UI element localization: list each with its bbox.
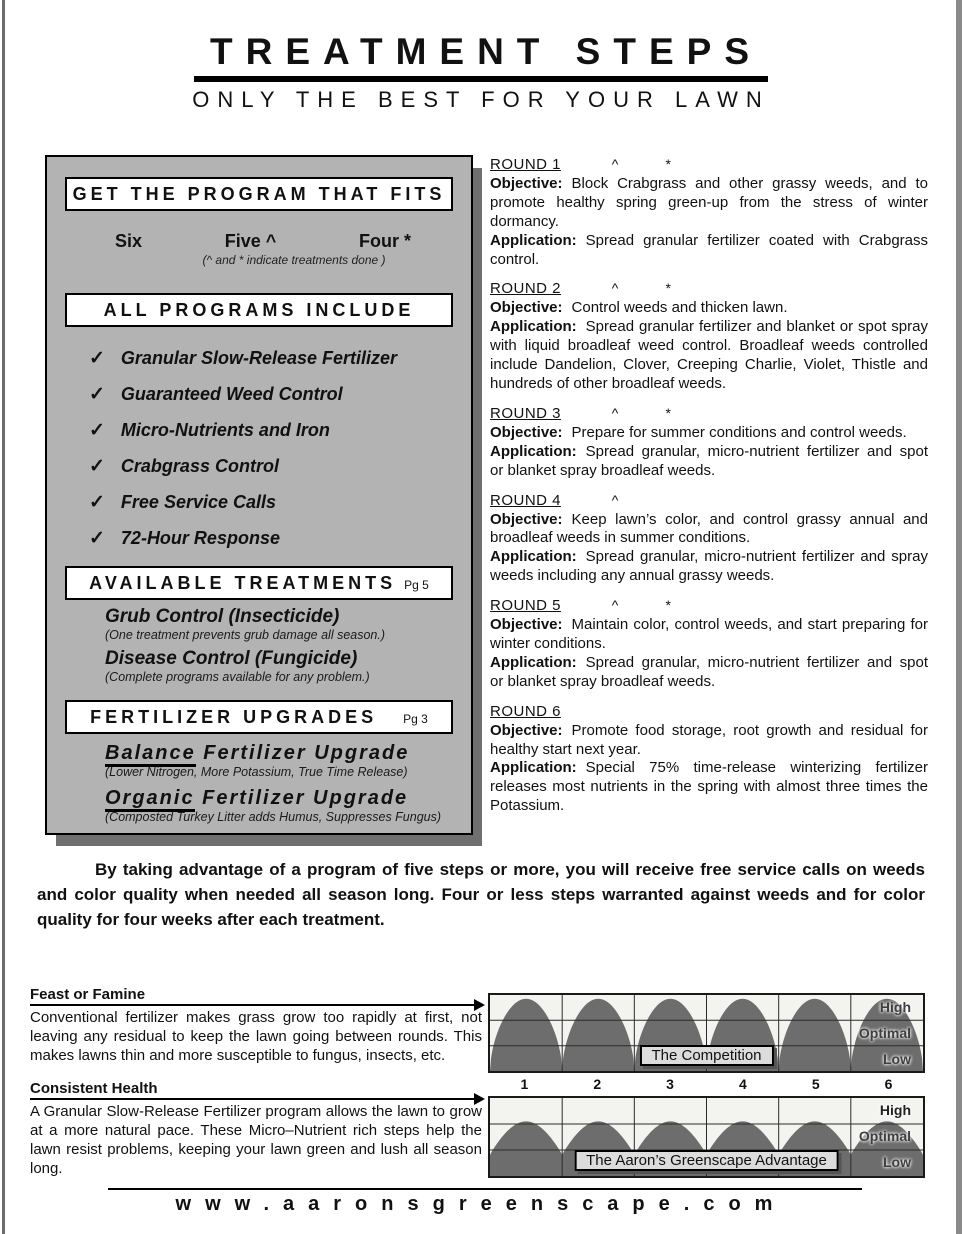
page-subtitle: ONLY THE BEST FOR YOUR LAWN (192, 86, 770, 112)
header-available-treatments (65, 566, 453, 600)
application-text: Spread granular fertilizer and blanket or spot spray with liquid broadleaf weed control. Broadleaf weeds controlled include Dandelion, Clover, Creeping Charlie, Violet, Thistle and hundreds of other broadleaf weeds. (490, 318, 928, 393)
round-2-marker-caret: ^ (611, 280, 619, 297)
round-3-heading (490, 405, 928, 422)
round-4-application (490, 548, 928, 586)
application-label: Application: (490, 759, 577, 777)
checkmark-icon: ✓ (89, 348, 105, 369)
application-label: Application: (490, 231, 577, 249)
page-scan-edge-right (956, 0, 962, 1234)
round-2-heading (490, 280, 928, 297)
x-tick: 3 (666, 1076, 674, 1092)
objective-text: Prepare for summer conditions and control weeds. (571, 423, 907, 441)
page-title: TREATMENT STEPS (194, 32, 768, 82)
application-text: Spread granular, micro-nutrient fertilizer and spot or blanket spray broadleaf weeds. (490, 653, 928, 690)
list-item (89, 347, 471, 370)
feast-or-famine-body: Conventional fertilizer makes grass grow too rapidly at first, not leaving any residual to keep the lawn going between rounds. This makes lawns thin and more susceptible to fungus, insects, etc. (30, 1009, 482, 1065)
checkmark-icon: ✓ (89, 528, 105, 549)
round-1-title: ROUND 1 (490, 156, 562, 173)
list-item (89, 419, 471, 442)
list-item (89, 491, 471, 514)
upgrade-balance-emphasis: Balance (105, 742, 196, 767)
round-4-heading (490, 492, 928, 509)
include-label: 72-Hour Response (120, 528, 280, 548)
consistent-health-heading (30, 1080, 482, 1100)
treatment-grub-name: Grub Control (Insecticide) (105, 606, 340, 627)
list-item (89, 455, 471, 478)
round-2-marker-star: * (665, 280, 672, 297)
round-1-application (490, 232, 928, 270)
consistent-health-label: Consistent Health (30, 1080, 158, 1098)
guarantee-paragraph: By taking advantage of a program of five steps or more, you will receive free service calls on weeds and color quality when needed all season long. Four or less steps warranted against weeds and for color quality for four weeks after each treatment. (37, 860, 925, 929)
round-3-marker-star: * (665, 404, 672, 421)
objective-text: Control weeds and thicken lawn. (571, 299, 788, 317)
page-scan-edge-left (2, 0, 5, 1234)
zone-label-optimal: Optimal (858, 1128, 911, 1144)
header-fertilizer-upgrades (65, 700, 453, 734)
zone-label-low: Low (883, 1051, 911, 1067)
upgrade-organic-note: (Composted Turkey Litter adds Humus, Suppresses Fungus) (105, 810, 442, 824)
treatment-grub-note: (One treatment prevents grub damage all season.) (105, 628, 386, 642)
header-all-programs-include: ALL PROGRAMS INCLUDE (65, 293, 453, 327)
checkmark-icon: ✓ (89, 420, 105, 441)
upgrade-organic-name (105, 787, 471, 810)
round-6-application (490, 759, 928, 816)
objective-label: Objective: (490, 510, 563, 528)
include-label: Micro-Nutrients and Iron (120, 420, 330, 440)
upgrade-organic-rest: Fertilizer Upgrade (194, 787, 409, 809)
plan-five: Five ^ (224, 231, 277, 251)
objective-text: Promote food storage, root growth and residual for healthy start next year. (490, 721, 928, 758)
round-5-heading (490, 597, 928, 614)
round-1-heading (490, 156, 928, 173)
advantage-chart-tag: The Aaron’s Greenscape Advantage (574, 1150, 839, 1171)
application-text: Spread granular, micro-nutrient fertilizer and spray weeds including any annual grassy weeds. (490, 548, 928, 585)
round-1 (490, 156, 928, 269)
upgrade-organic-emphasis: Organic (105, 787, 195, 812)
zone-label-high: High (879, 999, 911, 1015)
objective-label: Objective: (490, 423, 563, 441)
objective-text: Maintain color, control weeds, and start preparing for winter conditions. (490, 616, 928, 653)
x-tick: 2 (593, 1076, 602, 1092)
round-3-objective (490, 424, 928, 443)
checkmark-icon: ✓ (89, 384, 105, 405)
treatment-disease-name: Disease Control (Fungicide) (105, 648, 358, 669)
application-text: Special 75% time-release winterizing fertilizer releases most nutrients in the spring with almost three times the Potassium. (490, 759, 928, 815)
arrow-right-icon (474, 999, 485, 1011)
objective-label: Objective: (490, 616, 563, 634)
arrow-right-icon (474, 1093, 485, 1105)
includes-list (89, 347, 471, 550)
round-3-application (490, 443, 928, 481)
zone-label-low: Low (883, 1154, 911, 1170)
competition-chart (488, 993, 925, 1073)
rounds-column (490, 156, 928, 827)
website-url: www.aaronsgreenscape.com (175, 1193, 787, 1215)
plan-six: Six (115, 231, 143, 251)
application-label: Application: (490, 442, 577, 460)
feast-or-famine-heading (30, 986, 482, 1006)
round-5-objective (490, 616, 928, 654)
round-6-heading (490, 703, 928, 720)
round-5-marker-star: * (665, 597, 672, 614)
round-4-objective (490, 511, 928, 549)
round-4 (490, 492, 928, 587)
title-block (0, 32, 962, 113)
application-label: Application: (490, 653, 577, 671)
list-item (89, 383, 471, 406)
round-3-marker-caret: ^ (611, 404, 619, 421)
round-3-title: ROUND 3 (490, 404, 562, 422)
zone-label-high: High (879, 1102, 911, 1118)
round-2 (490, 280, 928, 393)
comparison-text-column (30, 986, 482, 1178)
round-1-marker-caret: ^ (611, 156, 619, 172)
objective-label: Objective: (490, 175, 563, 192)
zone-label-optimal: Optimal (858, 1025, 911, 1041)
footer-divider (108, 1188, 862, 1190)
page-ref-5: Pg 5 (404, 578, 429, 592)
competition-chart-tag: The Competition (639, 1045, 773, 1066)
round-4-title: ROUND 4 (490, 491, 562, 509)
application-label: Application: (490, 318, 577, 336)
checkmark-icon: ✓ (89, 456, 105, 477)
application-text: Spread granular fertilizer coated with Crabgrass control. (490, 231, 928, 268)
round-6 (490, 703, 928, 816)
round-2-application (490, 318, 928, 394)
x-tick: 1 (520, 1076, 529, 1092)
header-fertilizer-upgrades-label: FERTILIZER UPGRADES (90, 707, 378, 727)
round-1-objective (490, 175, 928, 232)
round-5-title: ROUND 5 (490, 597, 562, 615)
x-tick: 6 (884, 1076, 893, 1092)
include-label: Granular Slow-Release Fertilizer (120, 348, 398, 368)
objective-text: Block Crabgrass and other grassy weeds, and to promote healthy spring green-up from the stress of winter dormancy. (490, 175, 928, 230)
application-label: Application: (490, 548, 577, 566)
include-label: Free Service Calls (120, 492, 277, 512)
upgrade-balance-rest: Fertilizer Upgrade (195, 742, 410, 764)
x-tick: 5 (811, 1076, 820, 1092)
objective-label: Objective: (490, 721, 563, 739)
round-2-title: ROUND 2 (490, 280, 562, 298)
checkmark-icon: ✓ (89, 492, 105, 513)
list-item (89, 527, 471, 550)
upgrade-balance-name (105, 742, 471, 765)
round-4-marker-caret: ^ (611, 491, 619, 508)
treatment-disease-note: (Complete programs available for any problem.) (105, 670, 370, 684)
advantage-chart (488, 1096, 925, 1178)
round-2-objective (490, 299, 928, 318)
x-tick: 4 (739, 1076, 747, 1092)
round-3 (490, 405, 928, 481)
round-5-marker-caret: ^ (611, 597, 619, 614)
round-6-objective (490, 722, 928, 760)
header-get-the-program: GET THE PROGRAM THAT FITS (65, 177, 453, 211)
upgrade-balance-note: (Lower Nitrogen, More Potassium, True Time Release) (105, 765, 408, 779)
plans-row (47, 231, 471, 252)
consistent-health-body: A Granular Slow-Release Fertilizer program allows the lawn to grow at a more natural pace. These Micro–Nutrient rich steps help the lawn resist problems, keeping your lawn green and lush all season long. (30, 1103, 482, 1178)
page-ref-3: Pg 3 (403, 712, 428, 726)
feast-or-famine-label: Feast or Famine (30, 986, 146, 1003)
program-box (45, 155, 473, 835)
round-6-title: ROUND 6 (490, 702, 562, 720)
round-5 (490, 597, 928, 692)
plans-note: (^ and * indicate treatments done ) (202, 253, 386, 267)
include-label: Guaranteed Weed Control (120, 384, 343, 404)
competition-chart-x-ticks (488, 1076, 925, 1092)
round-5-application (490, 654, 928, 692)
include-label: Crabgrass Control (120, 456, 279, 476)
objective-label: Objective: (490, 299, 563, 317)
objective-text: Keep lawn’s color, and control grassy annual and broadleaf weeds in summer conditions. (490, 510, 928, 547)
round-1-marker-star: * (665, 156, 672, 172)
header-available-treatments-label: AVAILABLE TREATMENTS (89, 573, 397, 593)
plan-four: Four * (359, 231, 411, 251)
application-text: Spread granular, micro-nutrient fertilizer and spot or blanket spray broadleaf weeds. (490, 442, 928, 479)
